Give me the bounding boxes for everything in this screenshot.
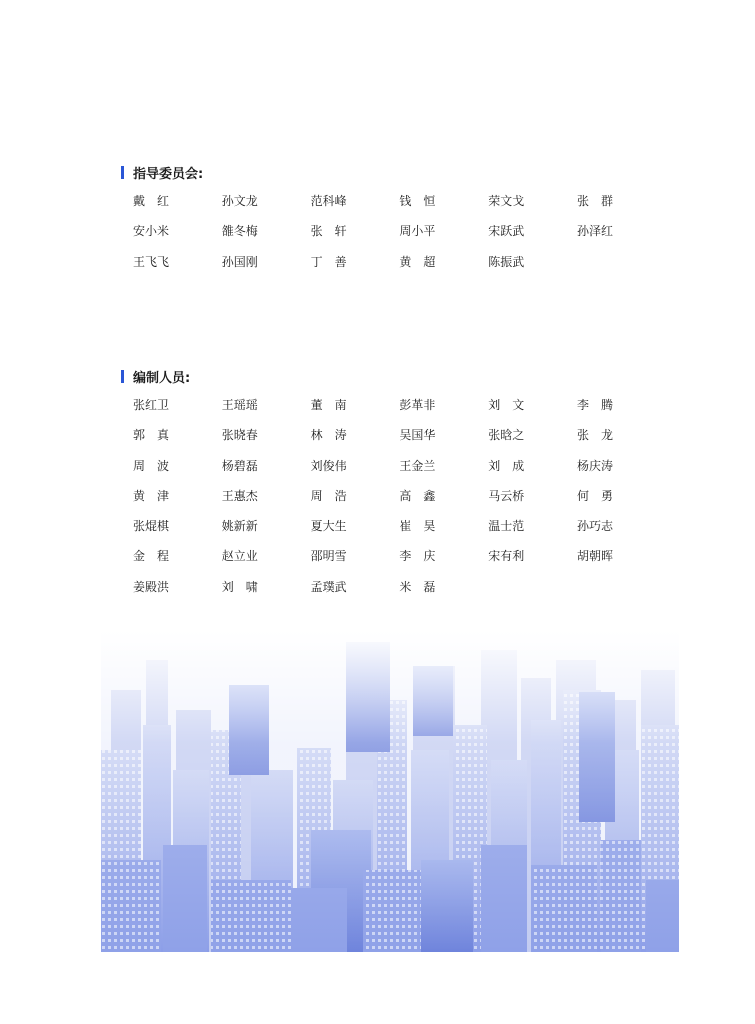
- member-name: 何 勇: [576, 488, 613, 503]
- member-name: 张 轩: [310, 224, 347, 239]
- member-name: 孙文龙: [221, 194, 258, 208]
- member-name: 周小平: [399, 224, 436, 239]
- member-name: 荣文戈: [488, 194, 525, 208]
- member-name: 宋跃武: [488, 224, 525, 239]
- city-skyline-illustration: [101, 630, 679, 952]
- member-name: 姜殿洪: [133, 579, 170, 594]
- member-name: 张 群: [576, 194, 613, 208]
- member-name: 赵立业: [221, 549, 258, 564]
- steering-committee-list: [133, 193, 641, 284]
- member-name: 刘 文: [488, 398, 525, 412]
- member-name: 夏大生: [310, 519, 347, 534]
- member-name: 胡朝晖: [576, 549, 613, 564]
- steering-committee-section: [121, 164, 641, 284]
- member-name: 周 波: [133, 458, 170, 473]
- member-name: 李 庆: [399, 549, 436, 564]
- member-name: 孟璞武: [310, 579, 347, 594]
- heading-accent-bar: [121, 370, 124, 383]
- member-name: 杨庆涛: [576, 458, 613, 473]
- member-name: 杨碧磊: [221, 458, 258, 473]
- member-name: 丁 善: [310, 254, 347, 269]
- steering-committee-heading: [121, 164, 641, 180]
- member-name: 金 程: [133, 549, 170, 564]
- member-name: 张焜棋: [133, 519, 170, 534]
- member-name: 张晓春: [221, 428, 258, 443]
- member-name: 温士范: [488, 519, 525, 534]
- member-name: 黄 津: [133, 488, 170, 503]
- member-name: 董 南: [310, 398, 347, 412]
- member-name: 林 涛: [310, 428, 347, 443]
- member-name: 王惠杰: [221, 488, 258, 503]
- member-name: 刘 成: [488, 458, 525, 473]
- member-name: 范科峰: [310, 194, 347, 208]
- member-name: 孙巧志: [576, 519, 613, 534]
- member-name: 崔 昊: [399, 519, 436, 534]
- member-name: 戴 红: [133, 194, 170, 208]
- member-name: 吴国华: [399, 428, 436, 443]
- editors-heading: [121, 368, 641, 384]
- member-name: 孙国刚: [221, 254, 258, 269]
- member-name: 周 浩: [310, 488, 347, 503]
- member-name: 王飞飞: [133, 254, 170, 269]
- steering-committee-heading-text: 指导委员会:: [133, 166, 204, 182]
- heading-accent-bar: [121, 166, 124, 179]
- editors-heading-text: 编制人员:: [133, 370, 191, 386]
- member-name: 刘 啸: [221, 579, 258, 594]
- editors-list: [133, 397, 641, 609]
- member-name: 马云桥: [488, 488, 525, 503]
- member-name: 姚新新: [221, 519, 258, 534]
- member-name: 王金兰: [399, 458, 436, 473]
- member-name: 高 鑫: [399, 488, 436, 503]
- editors-section: [121, 368, 641, 609]
- member-name: 张晗之: [488, 428, 525, 443]
- member-name: 宋有利: [488, 549, 525, 564]
- member-name: 李 腾: [576, 398, 613, 412]
- member-name: 王瑶瑶: [221, 398, 258, 412]
- member-name: 黄 超: [399, 254, 436, 269]
- member-name: 雒冬梅: [221, 224, 258, 239]
- member-name: 彭革非: [399, 398, 436, 412]
- member-name: 陈振武: [488, 254, 525, 269]
- member-name: 米 磊: [399, 579, 436, 594]
- member-name: 张红卫: [133, 398, 170, 412]
- member-name: 孙泽红: [576, 224, 613, 239]
- member-name: 邵明雪: [310, 549, 347, 564]
- member-name: 钱 恒: [399, 194, 436, 208]
- member-name: 郭 真: [133, 428, 170, 443]
- member-name: 张 龙: [576, 428, 613, 443]
- member-name: 刘俊伟: [310, 458, 347, 473]
- member-name: 安小米: [133, 224, 170, 239]
